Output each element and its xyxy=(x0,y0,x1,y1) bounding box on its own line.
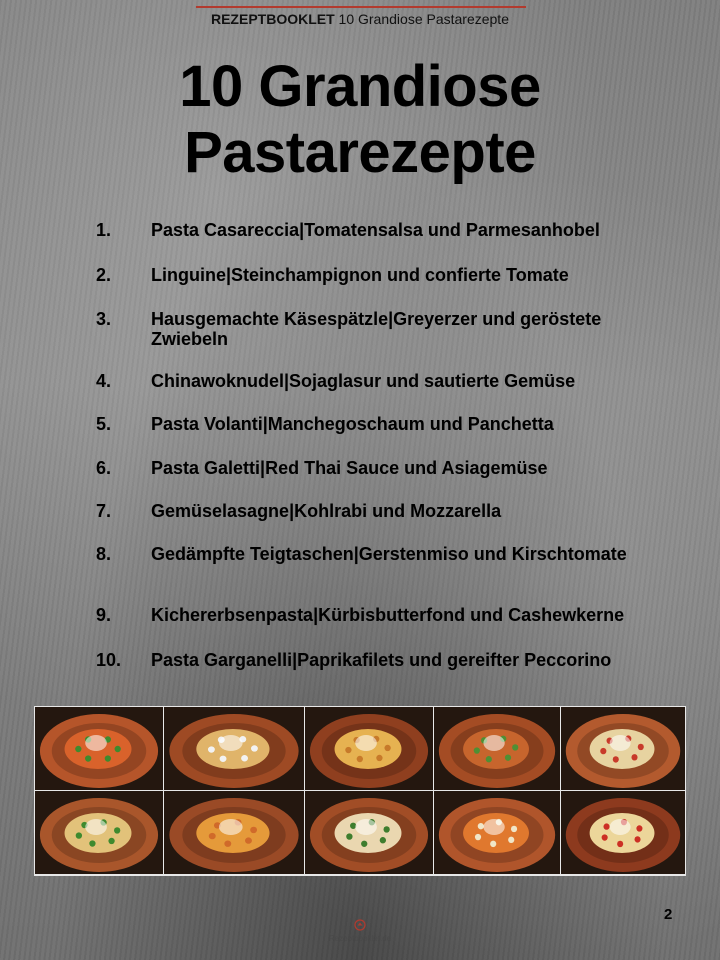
pasta-volanti-photo xyxy=(561,707,685,790)
running-header xyxy=(0,11,720,27)
teigtaschen-photo xyxy=(305,791,433,874)
recipe-number: 9. xyxy=(96,605,112,625)
header-subtitle: 10 Grandiose Pastarezepte xyxy=(338,11,509,27)
recipe-number: 8. xyxy=(96,544,112,564)
recipe-number: 10. xyxy=(96,650,122,670)
kaesespaetzle-photo xyxy=(305,707,433,790)
recipe-number: 7. xyxy=(96,501,112,521)
kichererbsenpasta-photo xyxy=(434,791,560,874)
pasta-garganelli-photo xyxy=(561,791,685,874)
recipe-title: Kichererbsenpasta|Kürbisbutterfond und Cashewkerne xyxy=(151,605,625,625)
recipe-number: 5. xyxy=(96,414,112,434)
recipe-title: Chinawoknudel|Sojaglasur und sautierte Gemüse xyxy=(151,371,576,391)
pasta-galetti-photo xyxy=(35,791,163,874)
recipe-number: 3. xyxy=(96,309,112,329)
page-title-line-1: 10 Grandiose xyxy=(179,54,541,119)
pasta-casareccia-photo xyxy=(35,707,163,790)
recipe-number: 6. xyxy=(96,458,112,478)
header-rule xyxy=(196,6,526,8)
recipe-title: Gemüselasagne|Kohlrabi und Mozzarella xyxy=(151,501,502,521)
page-title xyxy=(0,54,720,186)
recipe-title: Linguine|Steinchampignon und confierte Tomate xyxy=(151,265,569,285)
recipe-number: 1. xyxy=(96,220,112,240)
header-label: REZEPTBOOKLET xyxy=(210,11,335,27)
recipe-title: Pasta Casareccia|Tomatensalsa und Parmesanhobel xyxy=(151,220,600,240)
recipe-title: Gedämpfte Teigtaschen|Gerstenmiso und Kirschtomate xyxy=(151,544,627,564)
recipe-title: Hausgemachte Käsespätzle|Greyerzer und geröstete Zwiebeln xyxy=(151,309,602,349)
page-number: 2 xyxy=(664,906,673,923)
dish-photo-grid xyxy=(34,706,686,876)
recipe-title: Pasta Garganelli|Paprikafilets und gereifter Peccorino xyxy=(151,650,612,670)
recipe-number: 2. xyxy=(96,265,112,285)
brand-text: Rezeptbooklet.de xyxy=(328,934,392,943)
brand-logo-icon xyxy=(353,918,367,932)
chinawoknudel-photo xyxy=(434,707,560,790)
page-title-line-2: Pastarezepte xyxy=(184,120,536,185)
brand-footer xyxy=(0,918,720,943)
linguine-photo xyxy=(164,707,304,790)
recipe-title: Pasta Volanti|Manchegoschaum und Panchetta xyxy=(151,414,554,434)
gemueselasagne-photo xyxy=(164,791,304,874)
recipe-number: 4. xyxy=(96,371,112,391)
recipe-title: Pasta Galetti|Red Thai Sauce und Asiagemüse xyxy=(151,458,548,478)
